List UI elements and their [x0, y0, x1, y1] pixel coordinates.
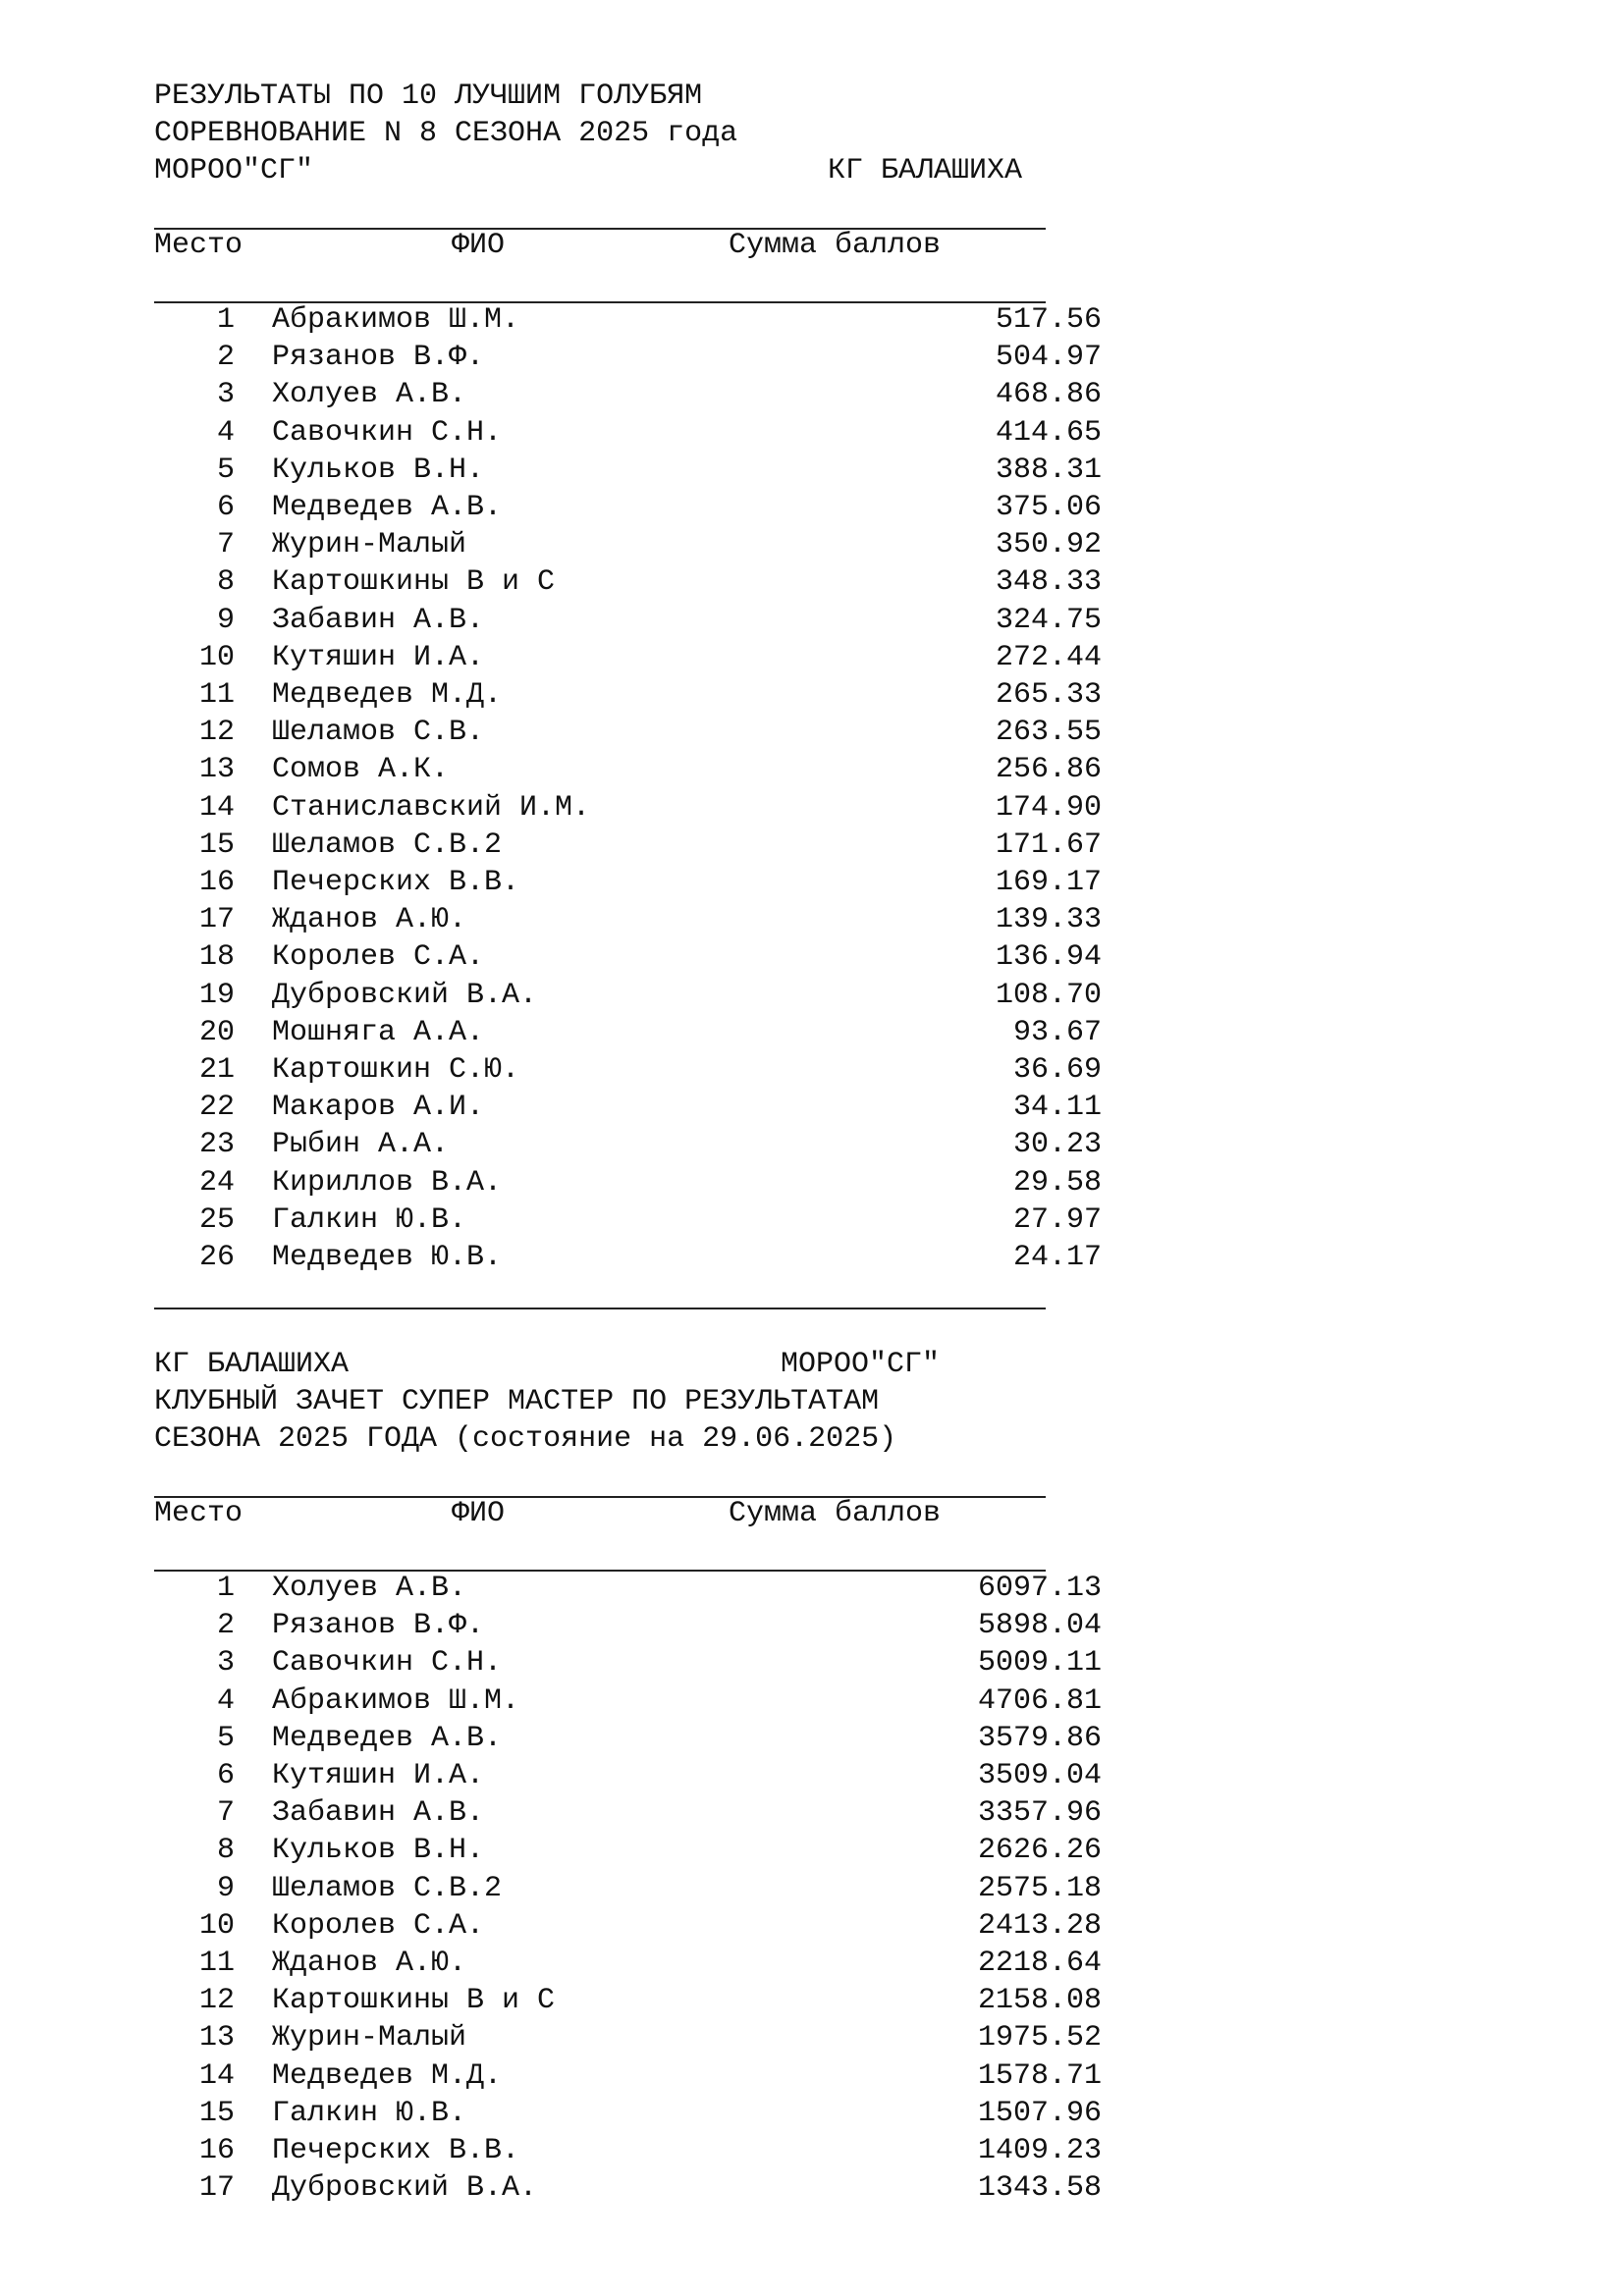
row-score: 1343.58 [977, 2171, 1102, 2206]
row-score: 348.33 [995, 565, 1102, 600]
table-row [154, 2169, 1102, 2207]
row-score: 517.56 [995, 303, 1102, 337]
row-score: 171.67 [995, 828, 1102, 862]
row-place: 14 [198, 790, 235, 825]
row-name: Абракимов Ш.М. [272, 303, 520, 337]
table-row [154, 602, 1102, 639]
row-score: 108.70 [995, 978, 1102, 1012]
row-place: 14 [198, 2058, 235, 2093]
row-place: 6 [216, 491, 235, 524]
table-row [154, 1164, 1102, 1201]
table-row [154, 676, 1102, 714]
row-place: 25 [198, 1202, 235, 1237]
table-row [154, 1720, 1102, 1757]
table-row [154, 1682, 1102, 1720]
row-name: Рыбин А.А. [272, 1128, 450, 1162]
report2-title-line1: КЛУБНЫЙ ЗАЧЕТ СУПЕР МАСТЕР ПО РЕЗУЛЬТАТАМ [154, 1385, 880, 1418]
row-score: 3579.86 [977, 1721, 1102, 1755]
table-row [154, 339, 1102, 376]
row-name: Шеламов С.В.2 [272, 1871, 503, 1905]
table-row [154, 1570, 1102, 1607]
row-name: Кутяшин И.А. [272, 1759, 485, 1792]
row-name: Журин-Малый [272, 2021, 467, 2056]
table-row [154, 1757, 1102, 1794]
row-place: 11 [198, 1947, 235, 1980]
row-score: 174.90 [995, 790, 1102, 825]
row-place: 7 [216, 528, 235, 562]
row-place: 3 [216, 1646, 235, 1681]
row-name: Жданов А.Ю. [272, 1947, 467, 1980]
row-name: Королев С.А. [272, 940, 485, 975]
report2-org-left: КГ БАЛАШИХА [154, 1348, 350, 1381]
row-name: Кутяшин И.А. [272, 640, 485, 674]
report2-org-right: МОРОО"СГ" [781, 1348, 941, 1381]
row-score: 93.67 [1012, 1015, 1102, 1049]
row-place: 10 [198, 1908, 235, 1943]
row-place: 5 [216, 1721, 235, 1755]
row-name: Холуев А.В. [272, 1572, 467, 1605]
table-row [154, 751, 1102, 788]
row-score: 27.97 [1012, 1202, 1102, 1237]
row-score: 504.97 [995, 341, 1102, 375]
row-score: 2158.08 [977, 1984, 1102, 2018]
row-name: Медведев Ю.В. [272, 1241, 503, 1274]
report2-col-score: Сумма баллов [729, 1497, 942, 1530]
table-row [154, 526, 1102, 563]
table-row [154, 301, 1102, 339]
row-name: Журин-Малый [272, 528, 467, 562]
row-score: 1507.96 [977, 2096, 1102, 2130]
row-score: 139.33 [995, 903, 1102, 937]
row-place: 9 [216, 1871, 235, 1905]
row-place: 7 [216, 1796, 235, 1831]
row-name: Галкин Ю.В. [272, 2096, 467, 2130]
row-score: 30.23 [1012, 1128, 1102, 1162]
row-score: 6097.13 [977, 1572, 1102, 1605]
row-score: 256.86 [995, 753, 1102, 787]
row-score: 2575.18 [977, 1871, 1102, 1905]
row-score: 3357.96 [977, 1796, 1102, 1831]
row-place: 16 [198, 2134, 235, 2167]
table-row [154, 1644, 1102, 1682]
report1-org-right: КГ БАЛАШИХА [828, 154, 1023, 187]
table-row [154, 864, 1102, 901]
row-place: 24 [198, 1165, 235, 1200]
table-row [154, 1051, 1102, 1089]
row-place: 3 [216, 378, 235, 412]
report2-col-name: ФИО [452, 1497, 506, 1530]
report1-title-line2: СОРЕВНОВАНИЕ N 8 СЕЗОНА 2025 года [154, 117, 738, 150]
row-place: 13 [198, 753, 235, 787]
row-name: Кульков В.Н. [272, 1834, 485, 1868]
table-row [154, 639, 1102, 676]
table-row [154, 1945, 1102, 1982]
row-name: Холуев А.В. [272, 378, 467, 412]
report1-title-line1: РЕЗУЛЬТАТЫ ПО 10 ЛУЧШИМ ГОЛУБЯМ [154, 80, 703, 113]
row-place: 2 [216, 1609, 235, 1643]
row-score: 324.75 [995, 603, 1102, 637]
row-place: 1 [216, 303, 235, 337]
table-row [154, 1907, 1102, 1945]
row-name: Кульков В.Н. [272, 453, 485, 487]
table-row [154, 901, 1102, 938]
row-name: Дубровский В.А. [272, 2171, 538, 2206]
row-place: 18 [198, 940, 235, 975]
row-name: Медведев А.В. [272, 491, 503, 524]
table-row [154, 714, 1102, 751]
row-name: Шеламов С.В. [272, 716, 485, 750]
row-name: Медведев М.Д. [272, 678, 503, 712]
row-name: Жданов А.Ю. [272, 903, 467, 937]
table-row [154, 2057, 1102, 2095]
row-name: Забавин А.В. [272, 1796, 485, 1831]
report2-col-place: Место [154, 1497, 244, 1530]
row-name: Медведев А.В. [272, 1721, 503, 1755]
row-place: 4 [216, 1683, 235, 1718]
row-place: 22 [198, 1091, 235, 1125]
row-score: 375.06 [995, 491, 1102, 524]
row-score: 36.69 [1012, 1053, 1102, 1087]
table-row [154, 1870, 1102, 1907]
row-name: Королев С.А. [272, 1908, 485, 1943]
row-name: Картошкины В и С [272, 565, 556, 600]
table-row [154, 414, 1102, 452]
row-place: 12 [198, 1984, 235, 2018]
row-name: Макаров А.И. [272, 1091, 485, 1125]
row-name: Кириллов В.А. [272, 1165, 503, 1200]
row-place: 8 [216, 1834, 235, 1868]
row-score: 1409.23 [977, 2134, 1102, 2167]
row-score: 414.65 [995, 415, 1102, 450]
table-row [154, 938, 1102, 976]
table-row [154, 1126, 1102, 1163]
row-place: 10 [198, 640, 235, 674]
table-row [154, 2019, 1102, 2056]
row-name: Галкин Ю.В. [272, 1202, 467, 1237]
table-row [154, 2095, 1102, 2132]
row-name: Савочкин С.Н. [272, 1646, 503, 1681]
table-row [154, 2132, 1102, 2169]
row-place: 23 [198, 1128, 235, 1162]
table-row [154, 452, 1102, 489]
row-place: 6 [216, 1759, 235, 1792]
report1-org-left: МОРОО"СГ" [154, 154, 314, 187]
row-name: Абракимов Ш.М. [272, 1683, 520, 1718]
table-row [154, 1239, 1102, 1276]
row-place: 17 [198, 2171, 235, 2206]
row-score: 2413.28 [977, 1908, 1102, 1943]
row-score: 388.31 [995, 453, 1102, 487]
row-score: 272.44 [995, 640, 1102, 674]
table-row [154, 789, 1102, 827]
report1-col-score: Сумма баллов [729, 229, 942, 262]
row-score: 5009.11 [977, 1646, 1102, 1681]
row-name: Печерских В.В. [272, 2134, 520, 2167]
row-score: 265.33 [995, 678, 1102, 712]
row-score: 3509.04 [977, 1759, 1102, 1792]
row-place: 15 [198, 2096, 235, 2130]
row-name: Рязанов В.Ф. [272, 341, 485, 375]
row-place: 17 [198, 903, 235, 937]
table-row [154, 1982, 1102, 2019]
row-place: 4 [216, 415, 235, 450]
row-score: 468.86 [995, 378, 1102, 412]
row-score: 136.94 [995, 940, 1102, 975]
row-place: 20 [198, 1015, 235, 1049]
row-name: Дубровский В.А. [272, 978, 538, 1012]
report1-rule-bottom [154, 1308, 1046, 1309]
row-place: 2 [216, 341, 235, 375]
row-place: 19 [198, 978, 235, 1012]
row-name: Станиславский И.М. [272, 790, 591, 825]
table-row [154, 1607, 1102, 1644]
table-row [154, 1832, 1102, 1869]
row-score: 169.17 [995, 866, 1102, 899]
table-row [154, 1014, 1102, 1051]
row-place: 12 [198, 716, 235, 750]
row-score: 350.92 [995, 528, 1102, 562]
row-score: 29.58 [1012, 1165, 1102, 1200]
table-row [154, 1794, 1102, 1832]
row-score: 34.11 [1012, 1091, 1102, 1125]
row-score: 1975.52 [977, 2021, 1102, 2056]
row-place: 5 [216, 453, 235, 487]
report1-col-name: ФИО [452, 229, 506, 262]
row-place: 21 [198, 1053, 235, 1087]
row-name: Сомов А.К. [272, 753, 450, 787]
row-place: 15 [198, 828, 235, 862]
row-place: 13 [198, 2021, 235, 2056]
row-score: 24.17 [1012, 1241, 1102, 1274]
row-place: 11 [198, 678, 235, 712]
table-row [154, 563, 1102, 601]
row-name: Картошкин С.Ю. [272, 1053, 520, 1087]
row-place: 1 [216, 1572, 235, 1605]
row-name: Забавин А.В. [272, 603, 485, 637]
row-place: 8 [216, 565, 235, 600]
row-score: 2218.64 [977, 1947, 1102, 1980]
row-score: 4706.81 [977, 1683, 1102, 1718]
row-name: Медведев М.Д. [272, 2058, 503, 2093]
row-name: Шеламов С.В.2 [272, 828, 503, 862]
row-score: 1578.71 [977, 2058, 1102, 2093]
row-place: 26 [198, 1241, 235, 1274]
row-name: Картошкины В и С [272, 1984, 556, 2018]
report2-title-line2: СЕЗОНА 2025 ГОДА (состояние на 29.06.2025) [154, 1422, 897, 1456]
row-name: Савочкин С.Н. [272, 415, 503, 450]
report1-col-place: Место [154, 229, 244, 262]
row-name: Печерских В.В. [272, 866, 520, 899]
table-row [154, 827, 1102, 864]
table-row [154, 977, 1102, 1014]
table-row [154, 1089, 1102, 1126]
row-name: Рязанов В.Ф. [272, 1609, 485, 1643]
row-score: 263.55 [995, 716, 1102, 750]
row-name: Мошняга А.А. [272, 1015, 485, 1049]
table-row [154, 489, 1102, 526]
row-place: 16 [198, 866, 235, 899]
row-place: 9 [216, 603, 235, 637]
table-row [154, 1201, 1102, 1239]
row-score: 2626.26 [977, 1834, 1102, 1868]
table-row [154, 376, 1102, 413]
row-score: 5898.04 [977, 1609, 1102, 1643]
